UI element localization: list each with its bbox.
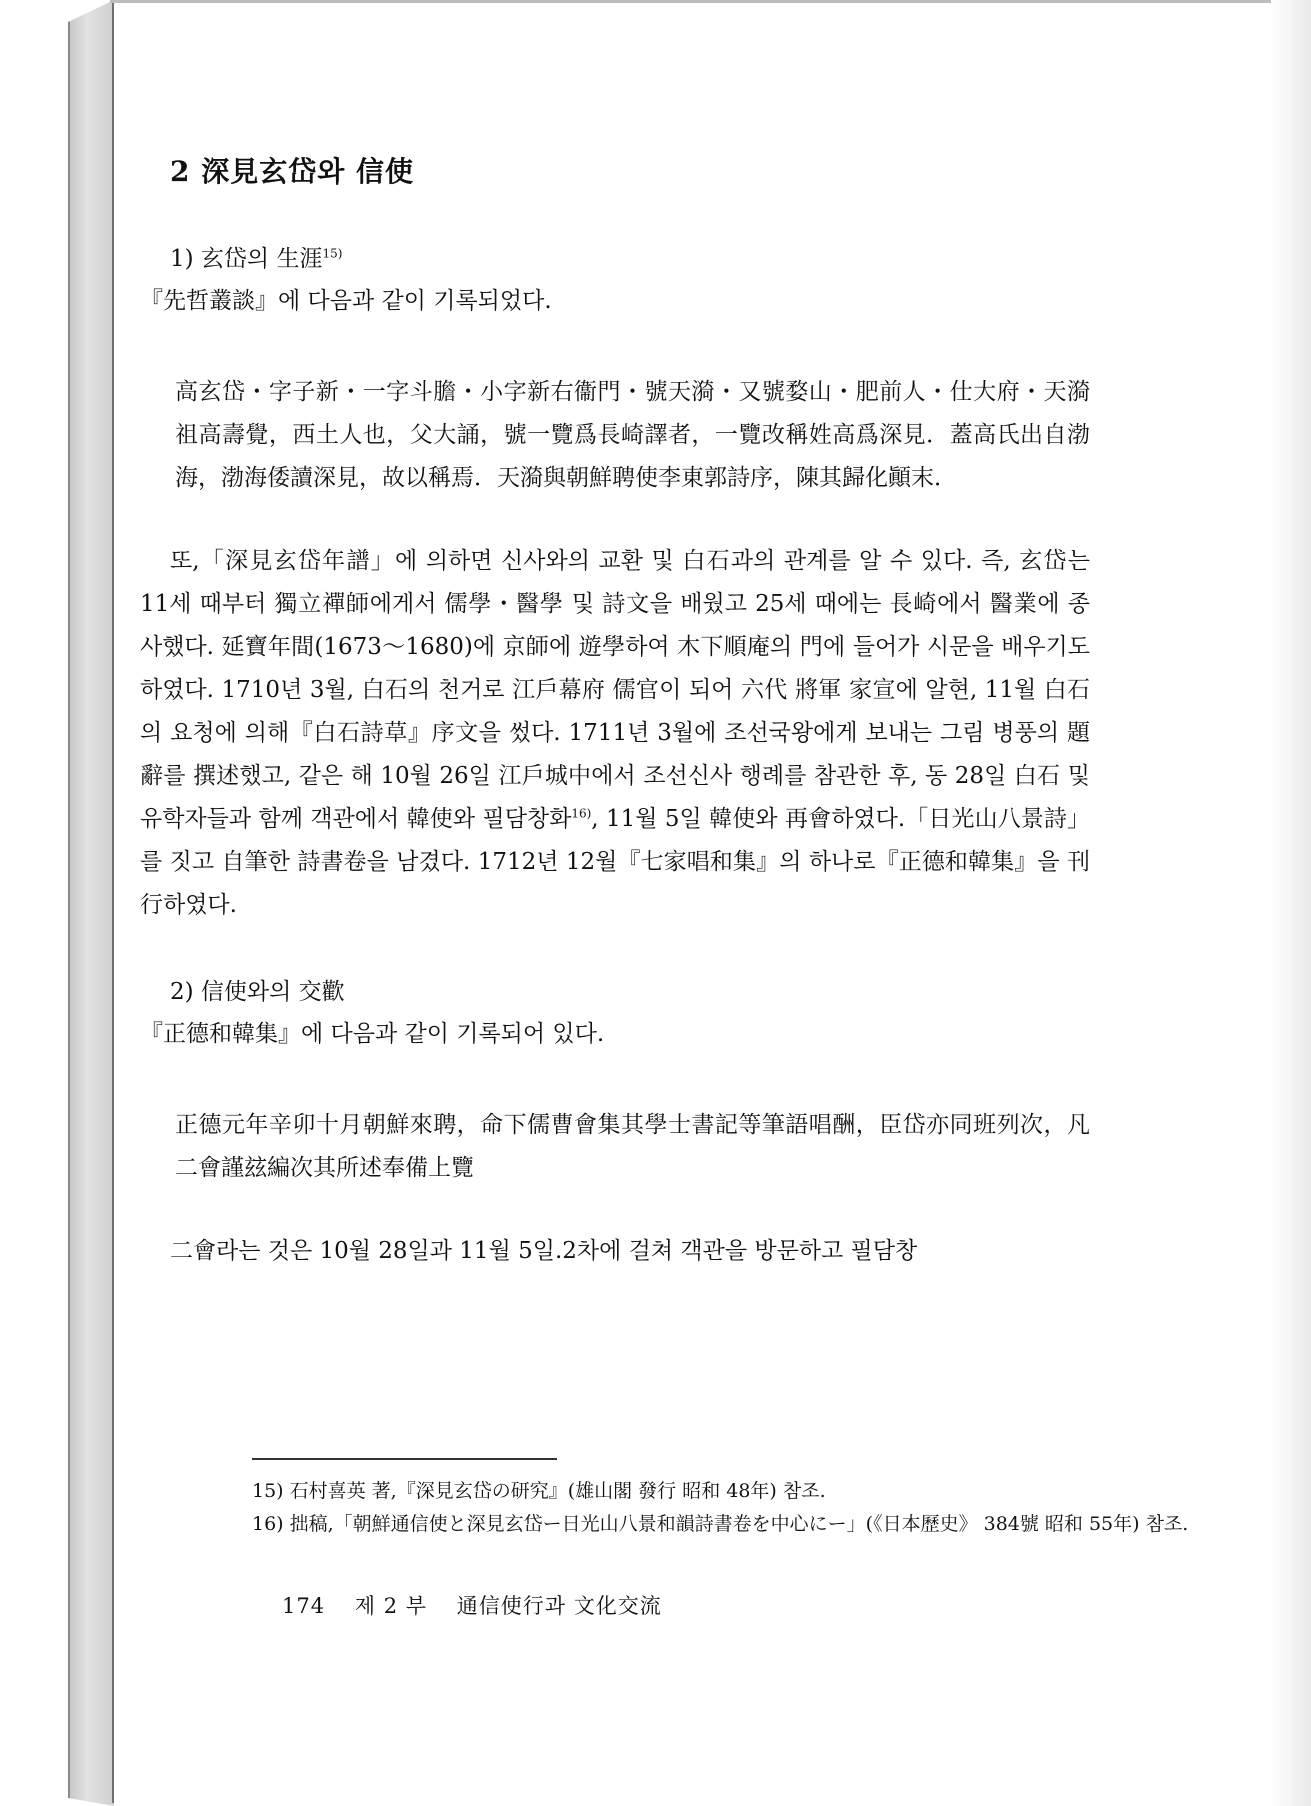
intro-line-1: 『先哲叢談』에 다음과 같이 기록되었다. — [140, 288, 552, 314]
footnote-ref-16: 16) — [571, 806, 592, 821]
footnote-ref-15: 15) — [322, 246, 343, 261]
part-title: 通信使行과 文化交流 — [456, 1594, 662, 1618]
part-label: 제 2 부 — [354, 1594, 428, 1618]
page-number: 174 — [282, 1594, 326, 1618]
book-spine-edge — [68, 0, 114, 1806]
footnote-16: 16) 拙稿,「朝鮮通信使と深見玄岱ー日光山八景和韻詩書卷を中心にー」(《日本歷史》 384號 昭和 55年) 참조. — [252, 1513, 1189, 1535]
body-paragraph-1-part2: , 11월 5일 韓使와 再會하였다.「日光山八景詩」를 짓고 自筆한 詩書卷을 남겼다. 1712년 12월『七家唱和集』의 하나로『正德和韓集』을 刊行하였다. — [140, 806, 1090, 918]
quote-block-2: 正德元年辛卯十月朝鮮來聘，命下儒曹會集其學士書記等筆語唱酬，臣岱亦同班列次，凡二會謹玆編次其所述奉備上覽 — [175, 1112, 1090, 1181]
body-paragraph-1-part1: 또,「深見玄岱年譜」에 의하면 신사와의 교환 및 白石과의 관계를 알 수 있다. 즉, 玄岱는 11세 때부터 獨立禪師에게서 儒學・醫學 및 詩文을 배웠고 25세 때에는 長崎에서 醫業에 종사했다. 延寶年間(1673～1680)에 京師에 遊學하여 木下順庵의 門에 들어가 시문을 배우기도 하였다. 1710년 3월, 白石의 천거로 江戶幕府 儒官이 되어 六代 將軍 家宣에 알현, 11월 白石의 요청에 의해『白石詩草』序文을 썼다. 1711년 3월에 조선국왕에게 보내는 그림 병풍의 題辭를 撰述했고, 같은 해 10월 26일 江戶城中에서 조선신사 행례를 참관한 후, 동 28일 白石 및 유학자들과 함께 객관에서 韓使와 필담창화 — [140, 548, 1090, 832]
subsection-heading-1-text: 1) 玄岱의 生涯 — [170, 246, 323, 272]
section-title: 2 深見玄岱와 信使 — [170, 155, 415, 188]
page-right-shadow — [1271, 0, 1311, 1806]
subsection-heading-2: 2) 信使와의 交歡 — [170, 979, 345, 1005]
page-content — [140, 150, 1090, 1273]
body-paragraph-1 — [140, 540, 1090, 927]
running-footer — [282, 1590, 684, 1620]
body-paragraph-2: 二會라는 것은 10월 28일과 11월 5일.2차에 걸쳐 객관을 방문하고 필담창 — [170, 1238, 918, 1264]
spacer — [140, 927, 1090, 973]
intro-line-2: 『正德和韓集』에 다음과 같이 기록되어 있다. — [140, 1021, 605, 1047]
footnote-divider — [252, 1458, 557, 1460]
footnote-15: 15) 石村喜英 著,『深見玄岱の研究』(雄山閣 發行 昭和 48年) 참조. — [252, 1480, 826, 1502]
footnotes — [252, 1475, 1202, 1541]
quote-block-1: 高玄岱・字子新・一字斗膽・小字新右衞門・號天漪・又號婺山・肥前人・仕大府・天漪祖高壽覺，西土人也，父大誦，號一覽爲長崎譯者，一覽改稱姓高爲深見．蓋高氏出自渤海，渤海倭讀深見，故以稱焉．天漪與朝鮮聘使李東郭詩序，陳其歸化顚末． — [175, 379, 1090, 491]
subsection-heading-1 — [140, 240, 1090, 273]
